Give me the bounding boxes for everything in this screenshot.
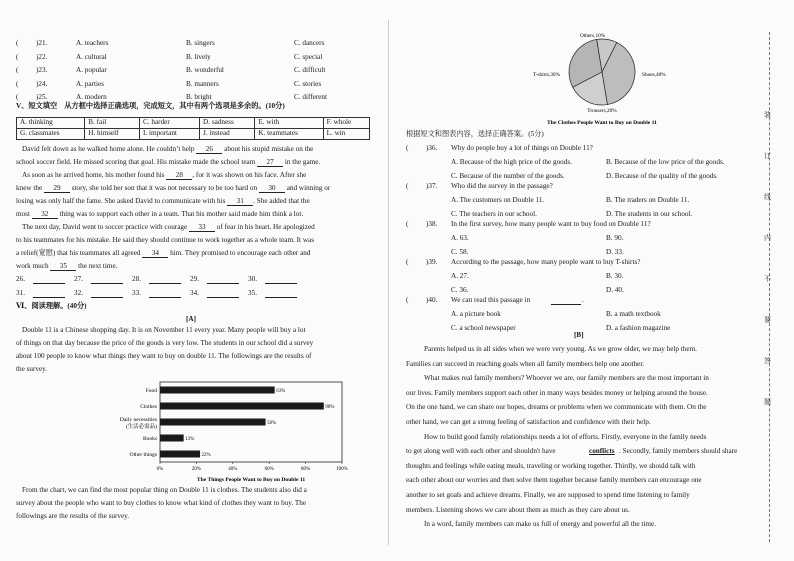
bar-1: [160, 403, 324, 410]
question-paren: (: [406, 296, 409, 304]
section5-title: V、短文填空 从方框中选择正确选项，完成短文，其中有两个选项是多余的。(10分): [16, 102, 285, 110]
pA-l2: of things on that day because the price of the goods is very low. The students in our school did a survey: [16, 339, 314, 347]
pA-l4: the survey.: [16, 365, 48, 373]
option-a: A. 27.: [451, 272, 469, 280]
mc-paren: (: [16, 93, 19, 101]
word-bank-cell: B. fail: [85, 118, 140, 129]
p5-line8: to his teammates for his mistake. He said they should continue to work together as a whole team. It was: [16, 236, 315, 244]
answer-blank: [149, 297, 181, 298]
category-note: (生活必需品): [125, 424, 157, 430]
bar-value-label: 63%: [276, 389, 286, 394]
bar-value-label: 58%: [267, 421, 277, 426]
answer-number: 34.: [190, 288, 199, 297]
mc-option-c: C. different: [294, 93, 327, 101]
answer-blank: [33, 283, 65, 284]
margin-char: 装: [764, 111, 771, 119]
word-bank-cell: G. classmates: [17, 129, 85, 140]
answer-number: 33.: [132, 288, 141, 297]
chart-title: The Things People Want to Buy on Double 11: [196, 477, 306, 483]
option-b: B. 30.: [606, 272, 624, 280]
question-paren: (: [406, 144, 409, 152]
p5-line1: David felt down as he walked home alone. He couldn’t help 26 about his stupid mistake on the: [22, 145, 314, 153]
bar-4: [160, 451, 200, 458]
category-label: Food: [145, 388, 157, 394]
passageB-line: our lives. Family members support each other in many ways besides money or helping around the house.: [406, 388, 708, 397]
passageB-line: On the one hand, we can share our hopes, dreams or problems when we communicate with them. On the: [406, 403, 707, 412]
p5-line2: school soccer field. He missed scoring that goal. His mistake made the school team 27 in the game.: [16, 158, 321, 166]
x-tick-label: 60%: [264, 467, 274, 472]
passageB-line: thoughts and feelings while eating meals, traveling or working together. Thirdly, we should talk with: [406, 461, 696, 470]
mc-number: )21.: [36, 39, 48, 47]
mc-option-b: B. bright: [186, 93, 212, 101]
bar-value-label: 22%: [201, 453, 211, 458]
question-stem: Who did the survey in the passage?: [451, 182, 553, 190]
question-paren: (: [406, 220, 409, 228]
mc-paren: (: [16, 66, 19, 74]
option-b: B. 90.: [606, 234, 624, 242]
passageB-line: What makes real family members? Whoever we are, our family members are the most important in: [424, 374, 709, 383]
mc-option-a: A. popular: [76, 66, 107, 74]
passageB-label: [B]: [574, 331, 584, 339]
answer-number: 35.: [248, 288, 257, 297]
mc-option-b: B. manners: [186, 79, 219, 88]
pie-label: Shoes,40%: [642, 72, 666, 78]
mc-number: )22.: [36, 52, 48, 61]
word-bank: [16, 117, 370, 140]
p5-line3: As soon as he arrived home, his mother found his 28 , for it was shown on his face. After she: [22, 171, 307, 179]
category-label: Clothes: [140, 404, 157, 410]
p5-line5: losing was only half the fame. She asked David to communicate with his 31 . She added that the: [16, 197, 310, 205]
word-bank-cell: C. harder: [140, 118, 200, 129]
mc-option-c: C. stories: [294, 79, 322, 88]
option-d: D. The students in our school.: [606, 210, 693, 218]
word-bank-cell: H. himself: [85, 129, 140, 140]
option-c: C. a school newspaper: [451, 324, 516, 332]
conflicts-word: conflicts: [589, 447, 615, 456]
margin-char: 订: [764, 152, 771, 160]
answer-blank: [149, 283, 181, 284]
question-stem: According to the passage, how many people want to buy T-shirts?: [451, 258, 641, 266]
question-number: )36.: [426, 144, 438, 152]
mc-number: )24.: [36, 79, 48, 88]
bar-2: [160, 419, 266, 426]
answer-number: 31.: [16, 288, 25, 297]
pA-l7: followings are the results of the survey.: [16, 512, 130, 520]
answer-blank: [265, 297, 297, 298]
answer-number: 29.: [190, 275, 199, 283]
word-bank-cell: E. with: [255, 118, 323, 129]
mc-option-b: B. lively: [186, 52, 211, 61]
mc-option-b: B. singers: [186, 39, 215, 47]
margin-char: 线: [764, 193, 771, 201]
option-a: A. Because of the high price of the goods.: [451, 158, 572, 166]
mc-option-c: C. special: [294, 52, 323, 61]
question-number: )39.: [426, 258, 438, 266]
margin-char: 内: [764, 234, 771, 242]
pA-l6: survey about the people who want to buy clothes to know what kind of clothes they want to buy. The: [16, 499, 307, 507]
pie-label: Others,10%: [580, 33, 606, 39]
section6-title: Ⅵ、阅读理解。(40分): [16, 302, 87, 310]
binding-line: [769, 32, 770, 542]
x-tick-label: 0%: [156, 467, 164, 472]
margin-char: 题: [764, 398, 771, 406]
passageB-line: Families can succeed in reaching goals when all family members help one another.: [406, 359, 645, 368]
x-tick-label: 40%: [228, 467, 238, 472]
mc-paren: (: [16, 79, 19, 88]
option-c: C. 36.: [451, 286, 469, 294]
pA-l1: Double 11 is a Chinese shopping day. It is on November 11 every year. Many people will buy a lot: [22, 326, 306, 334]
p5-line9: a relief(宽慰) that his teammates all agreed 34 him. They promised to encourage each other and: [16, 249, 311, 257]
answer-number: 27.: [74, 275, 83, 283]
option-b: B. The traders on Double 11.: [606, 196, 690, 204]
option-d: D. a fashion magazine: [606, 324, 671, 332]
word-bank-cell: D. sadness: [200, 118, 255, 129]
bar-3: [160, 435, 184, 442]
word-bank-cell: J. instead: [200, 129, 255, 140]
x-tick-label: 100%: [336, 467, 348, 472]
passageB-line: members. Listening shows we care about them as much as they care about us.: [406, 505, 630, 514]
question-stem: We can read this passage in: [451, 296, 531, 304]
pie-label: T-shirts,30%: [532, 72, 560, 78]
word-bank-cell: K. teammates: [255, 129, 323, 140]
option-a: A. a picture book: [451, 310, 501, 318]
mc-option-c: C. difficult: [294, 66, 326, 74]
mc-option-a: A. cultural: [76, 52, 107, 61]
question-number: )38.: [426, 220, 438, 228]
p5-line7: The next day, David went to soccer practice with courage 33 of fear in his heart. He apologized: [22, 223, 315, 231]
pA-l5: From the chart, we can find the most popular thing on Double 11 is clothes. The students also did a: [22, 486, 307, 494]
word-bank-cell: A. thinking: [17, 118, 85, 129]
p5-line4: knew the 29 story, she told her son that it was not necessary to be too hard on 30 and winning or: [16, 184, 331, 192]
answer-blank: [207, 297, 239, 298]
question-period: .: [582, 296, 584, 304]
passageB-line: other hand, we can get a strong feeling of satisfaction and confidence with their help.: [406, 418, 651, 426]
question-number: )37.: [426, 182, 438, 190]
bar-value-label: 13%: [185, 437, 195, 442]
answer-blank: [265, 283, 297, 284]
answer-blank: [33, 297, 65, 298]
chart-title: The Clothes People Want to Buy on Double 11: [547, 120, 657, 126]
margin-char: 答: [764, 357, 771, 365]
option-d: D. 40.: [606, 286, 624, 294]
mc-option-a: A. teachers: [76, 39, 109, 47]
option-a: A. 63.: [451, 234, 469, 242]
mc-option-a: A. parties: [76, 79, 104, 88]
option-a: A. The customers on Double 11.: [451, 196, 545, 204]
mc-number: )25.: [36, 93, 48, 101]
mc-option-c: C. dancers: [294, 39, 325, 47]
category-label: Books: [142, 436, 157, 442]
word-bank-cell: F. whole: [323, 118, 369, 129]
pA-l3: about 100 people to know what things they want to buy on double 11. The followings are the results of: [16, 352, 312, 360]
margin-char: 要: [764, 316, 771, 324]
option-c: C. The teachers in our school.: [451, 210, 537, 218]
answer-blank: [91, 297, 123, 298]
question-stem: In the first survey, how many people want to buy food on Double 11?: [451, 220, 651, 228]
passageB-line: another to set goals and achieve dreams. Finally, we are supposed to spend time listening to family: [406, 491, 690, 499]
category-label: Daily necessities: [119, 417, 157, 423]
option-d: D. 33.: [606, 248, 624, 256]
answer-number: 32.: [74, 288, 83, 297]
passageB-line: each other about our worries and then solve them together because family members can encourage one: [406, 476, 702, 485]
answer-number: 26.: [16, 275, 25, 283]
passageB-line: In a word, family members can make us full of energy and powerful all the time.: [424, 520, 656, 529]
mc-number: )23.: [36, 66, 48, 74]
questions-intro: 根据短文和图表内容，选择正确答案。(5分): [406, 130, 544, 138]
pie-label: Trousers,20%: [587, 108, 617, 114]
answer-blank: [91, 283, 123, 284]
bar-0: [160, 387, 275, 394]
option-c: C. Because of the number of the goods.: [451, 172, 565, 180]
mc-option-b: B. wonderful: [186, 66, 224, 74]
question-stem: Why do people buy a lot of things on Double 11?: [451, 144, 593, 152]
passageB-line: Parents helped us in all sides when we were very young. As we grow older, we may help them.: [424, 345, 697, 353]
answer-number: 30.: [248, 275, 257, 283]
word-bank-cell: I. important: [140, 129, 200, 140]
question-paren: (: [406, 182, 409, 190]
category-label: Other things: [129, 452, 157, 458]
page-divider: [388, 20, 389, 545]
option-b: B. a math textbook: [606, 310, 661, 318]
x-tick-label: 20%: [191, 467, 201, 472]
x-tick-label: 80%: [301, 467, 311, 472]
bar-value-label: 90%: [325, 405, 335, 410]
question-number: )40.: [426, 296, 438, 304]
word-bank-cell: L. win: [323, 129, 369, 140]
mc-paren: (: [16, 39, 19, 47]
option-d: D. Because of the quality of the goods.: [606, 172, 718, 180]
pie-chart: [502, 30, 702, 130]
passageB-line-cont: . Secondly, family members should share: [619, 447, 738, 456]
margin-char: 不: [764, 275, 771, 283]
mc-option-a: A. modern: [76, 93, 107, 101]
question-blank: [551, 304, 581, 305]
option-b: B. Because of the low price of the goods.: [606, 158, 725, 166]
passageB-line: How to build good family relationships needs a lot of efforts. Firstly, everyone in the family needs: [424, 432, 707, 441]
p5-line10: work much 35 the next time.: [16, 262, 118, 270]
question-paren: (: [406, 258, 409, 266]
passageB-line: to get along well with each other and shouldn't have: [406, 447, 556, 456]
answer-blank: [207, 283, 239, 284]
mc-paren: (: [16, 52, 19, 61]
answer-number: 28.: [132, 275, 141, 283]
bar-chart: [78, 378, 368, 486]
p5-line6: most 32 thing was to support each other in a team. That his mother said made him think a lot.: [16, 210, 304, 218]
passageA-label: [A]: [186, 315, 196, 323]
option-c: C. 58.: [451, 248, 469, 256]
